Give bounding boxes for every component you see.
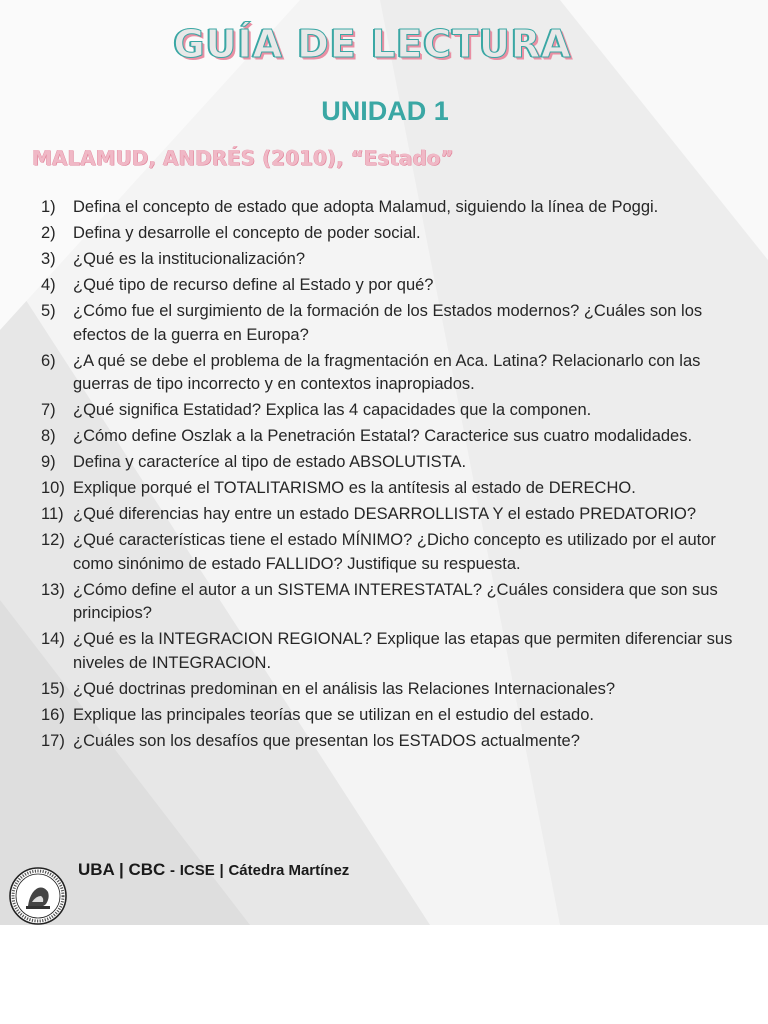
question-number: 3) bbox=[41, 250, 56, 268]
question-number: 11) bbox=[41, 505, 64, 523]
question-text: ¿Qué diferencias hay entre un estado DESARROLLISTA Y el estado PREDATORIO? bbox=[73, 505, 697, 523]
list-item bbox=[41, 222, 741, 246]
question-number: 1) bbox=[41, 198, 56, 216]
list-item bbox=[41, 704, 741, 728]
reading-reference: MALAMUD, ANDRÉS (2010), “Estado” bbox=[32, 146, 454, 170]
question-number: 7) bbox=[41, 401, 56, 419]
list-item bbox=[41, 628, 741, 675]
footer-icse: ICSE bbox=[179, 862, 215, 879]
question-text: ¿Cómo fue el surgimiento de la formación de los Estados modernos? ¿Cuáles son los efectos de la guerra en Europa? bbox=[73, 302, 703, 344]
footer-separator: | bbox=[118, 860, 124, 879]
question-text: ¿Qué características tiene el estado MÍNIMO? ¿Dicho concepto es utilizado por el autor como sinónimo de estado FALLIDO? Justifique su respuesta. bbox=[73, 531, 716, 573]
footer-institution bbox=[78, 860, 349, 880]
list-item bbox=[41, 579, 741, 626]
list-item bbox=[41, 529, 741, 576]
footer-uba: UBA bbox=[78, 860, 115, 879]
footer-dash: - bbox=[170, 862, 176, 879]
question-text: ¿Qué doctrinas predominan en el análisis las Relaciones Internacionales? bbox=[73, 679, 616, 698]
question-number: 16) bbox=[41, 705, 65, 724]
unit-heading: UNIDAD 1 bbox=[321, 96, 449, 126]
question-text: ¿Cuáles son los desafíos que presentan los ESTADOS actualmente? bbox=[73, 731, 580, 750]
question-text: ¿Cómo define el autor a un SISTEMA INTERESTATAL? ¿Cuáles considera que son sus principios? bbox=[73, 580, 718, 622]
footer-separator: | bbox=[219, 862, 224, 879]
question-number: 9) bbox=[41, 453, 56, 471]
question-number: 6) bbox=[41, 351, 56, 370]
question-number: 2) bbox=[41, 224, 56, 242]
list-item bbox=[41, 274, 741, 298]
list-item bbox=[41, 425, 741, 449]
question-text: Defina y desarrolle el concepto de poder social. bbox=[73, 224, 421, 242]
footer-catedra: Cátedra Martínez bbox=[228, 862, 350, 879]
question-text: Defina el concepto de estado que adopta Malamud, siguiendo la línea de Poggi. bbox=[73, 198, 659, 216]
question-text: ¿A qué se debe el problema de la fragmentación en Aca. Latina? Relacionarlo con las guerras de tipo incorrecto y en contextos inapropiados. bbox=[73, 351, 701, 393]
question-number: 15) bbox=[41, 679, 65, 698]
list-item bbox=[41, 399, 741, 423]
question-number: 13) bbox=[41, 580, 65, 599]
list-item bbox=[41, 196, 741, 220]
blank-area bbox=[0, 925, 768, 1024]
list-item bbox=[41, 350, 741, 397]
question-list bbox=[41, 196, 741, 756]
list-item bbox=[41, 477, 741, 501]
question-number: 5) bbox=[41, 302, 56, 320]
list-item bbox=[41, 248, 741, 272]
question-text: Defina y caracteríce al tipo de estado ABSOLUTISTA. bbox=[73, 453, 467, 471]
question-number: 14) bbox=[41, 630, 65, 648]
list-item bbox=[41, 730, 741, 754]
list-item bbox=[41, 300, 741, 347]
list-item bbox=[41, 451, 741, 475]
question-text: ¿Qué es la INTEGRACION REGIONAL? Explique las etapas que permiten diferenciar sus niveles de INTEGRACION. bbox=[73, 630, 733, 672]
question-text: ¿Cómo define Oszlak a la Penetración Estatal? Caracterice sus cuatro modalidades. bbox=[73, 427, 693, 445]
question-text: Explique porqué el TOTALITARISMO es la antítesis al estado de DERECHO. bbox=[73, 479, 636, 497]
list-item bbox=[41, 678, 741, 702]
list-item bbox=[41, 503, 741, 527]
university-seal-icon bbox=[8, 866, 68, 925]
footer-cbc: CBC bbox=[128, 860, 166, 879]
question-number: 12) bbox=[41, 531, 65, 549]
page-title: GUÍA DE LECTURA bbox=[173, 22, 572, 66]
question-text: ¿Qué significa Estatidad? Explica las 4 capacidades que la componen. bbox=[73, 401, 592, 419]
question-text: ¿Qué es la institucionalización? bbox=[73, 250, 306, 268]
question-text: Explique las principales teorías que se utilizan en el estudio del estado. bbox=[73, 705, 594, 724]
question-number: 10) bbox=[41, 479, 65, 497]
question-number: 4) bbox=[41, 276, 56, 294]
question-number: 17) bbox=[41, 731, 65, 750]
question-number: 8) bbox=[41, 427, 56, 445]
question-text: ¿Qué tipo de recurso define al Estado y por qué? bbox=[73, 276, 434, 294]
